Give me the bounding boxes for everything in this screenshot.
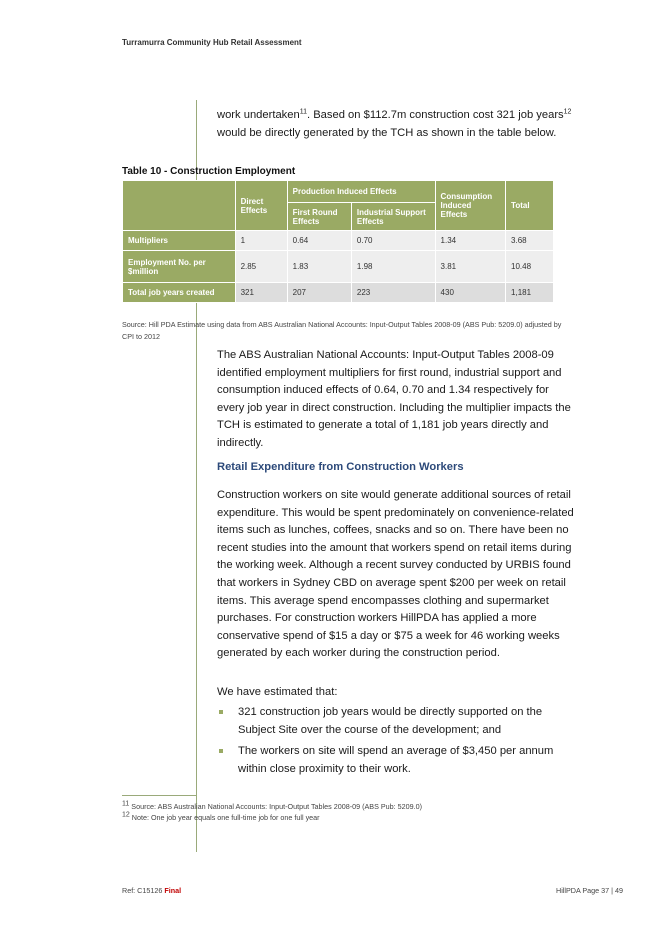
cell-industrial: 0.70: [351, 231, 435, 251]
page-header: Turramurra Community Hub Retail Assessment: [122, 38, 302, 47]
estimate-lead-in: We have estimated that:: [217, 686, 338, 698]
table-row: [123, 231, 554, 251]
bullet-text: 321 construction job years would be directly supported on the Subject Site over the course of the development; and: [238, 706, 543, 736]
multiplier-paragraph: The ABS Australian National Accounts: Input-Output Tables 2008-09 identified employment multipliers for first round, industrial support and consumption induced effects of 0.64, 0.70 and 1.34 respectively for every job year in direct construction. Including the multiplier impacts the TCH is estimated to generate a total of 1,181 job years directly and indirectly.: [217, 349, 571, 449]
cell-industrial: 1.98: [351, 251, 435, 283]
footer-ref: [122, 886, 181, 895]
footnote-number: 12: [122, 811, 130, 819]
table-title: Table 10 - Construction Employment: [122, 166, 296, 177]
footnote-separator: [122, 795, 196, 796]
header-first-round: First Round Effects: [287, 203, 351, 231]
footnote-11: [122, 801, 422, 812]
table-header-row: [123, 181, 554, 203]
footnote-text: Note: One job year equals one full-time job for one full year: [129, 813, 320, 822]
cell-direct: 1: [235, 231, 287, 251]
intro-paragraph: [217, 107, 577, 142]
list-item: [217, 743, 567, 778]
header-total: Total: [506, 181, 554, 231]
cell-direct: 321: [235, 283, 287, 303]
header-consumption: Consumption Induced Effects: [435, 181, 505, 231]
estimate-bullet-list: [217, 704, 567, 782]
construction-employment-table: [122, 180, 554, 303]
cell-total: 10.48: [506, 251, 554, 283]
cell-first-round: 207: [287, 283, 351, 303]
table-row: [123, 283, 554, 303]
ref-number: Ref: C15126: [122, 886, 165, 895]
header-empty: [123, 181, 236, 231]
header-industrial: Industrial Support Effects: [351, 203, 435, 231]
cell-total: 3.68: [506, 231, 554, 251]
footnote-ref-11: 11: [299, 108, 307, 116]
intro-text-3: would be directly generated by the TCH as shown in the table below.: [217, 126, 557, 139]
square-bullet-icon: [219, 749, 223, 753]
footnotes: [122, 801, 422, 823]
footnote-text: Source: ABS Australian National Accounts: Input-Output Tables 2008-09 (ABS Pub: 5209.0): [129, 802, 423, 811]
cell-consumption: 430: [435, 283, 505, 303]
section-heading: Retail Expenditure from Construction Workers: [217, 461, 464, 473]
retail-expenditure-paragraph: Construction workers on site would generate additional sources of retail expenditure. This would be spent predominately on convenience-related items such as lunches, coffees, snacks and so on. There have been no recent studies into the amount that workers spend on retail items during the working week. Although a recent survey conducted by URBIS found that workers in Sydney CBD on average spent $200 per week on retail items. This average spend encompasses clothing and supermarket purchases. For construction workers HillPDA has applied a more conservative spend of $15 a day or $75 a week for 46 working weeks generated by each worker during the construction period.: [217, 489, 574, 660]
footnote-ref-12: 12: [563, 108, 572, 116]
footnote-12: [122, 812, 422, 823]
intro-text-2: . Based on $112.7m construction cost 321 job years: [307, 109, 564, 121]
list-item: [217, 704, 567, 739]
page-number: HillPDA Page 37 | 49: [556, 886, 623, 895]
header-production: Production Induced Effects: [287, 181, 435, 203]
cell-first-round: 1.83: [287, 251, 351, 283]
cell-direct: 2.85: [235, 251, 287, 283]
cell-first-round: 0.64: [287, 231, 351, 251]
cell-consumption: 3.81: [435, 251, 505, 283]
square-bullet-icon: [219, 710, 223, 714]
status-badge: Final: [164, 886, 182, 895]
cell-industrial: 223: [351, 283, 435, 303]
cell-total: 1,181: [506, 283, 554, 303]
header-direct: Direct Effects: [235, 181, 287, 231]
footnote-number: 11: [122, 800, 130, 808]
row-label: Total job years created: [123, 283, 236, 303]
row-label: Multipliers: [123, 231, 236, 251]
cell-consumption: 1.34: [435, 231, 505, 251]
intro-text-1: work undertaken: [217, 109, 300, 121]
table-source-note: Source: Hill PDA Estimate using data from ABS Australian National Accounts: Input-Output Tables 2008-09 (ABS Pub: 5209.0) adjusted by CPI to 2012: [122, 320, 562, 341]
row-label: Employment No. per $million: [123, 251, 236, 283]
bullet-text: The workers on site will spend an average of $3,450 per annum within close proximity to their work.: [238, 745, 554, 775]
table-row: [123, 251, 554, 283]
